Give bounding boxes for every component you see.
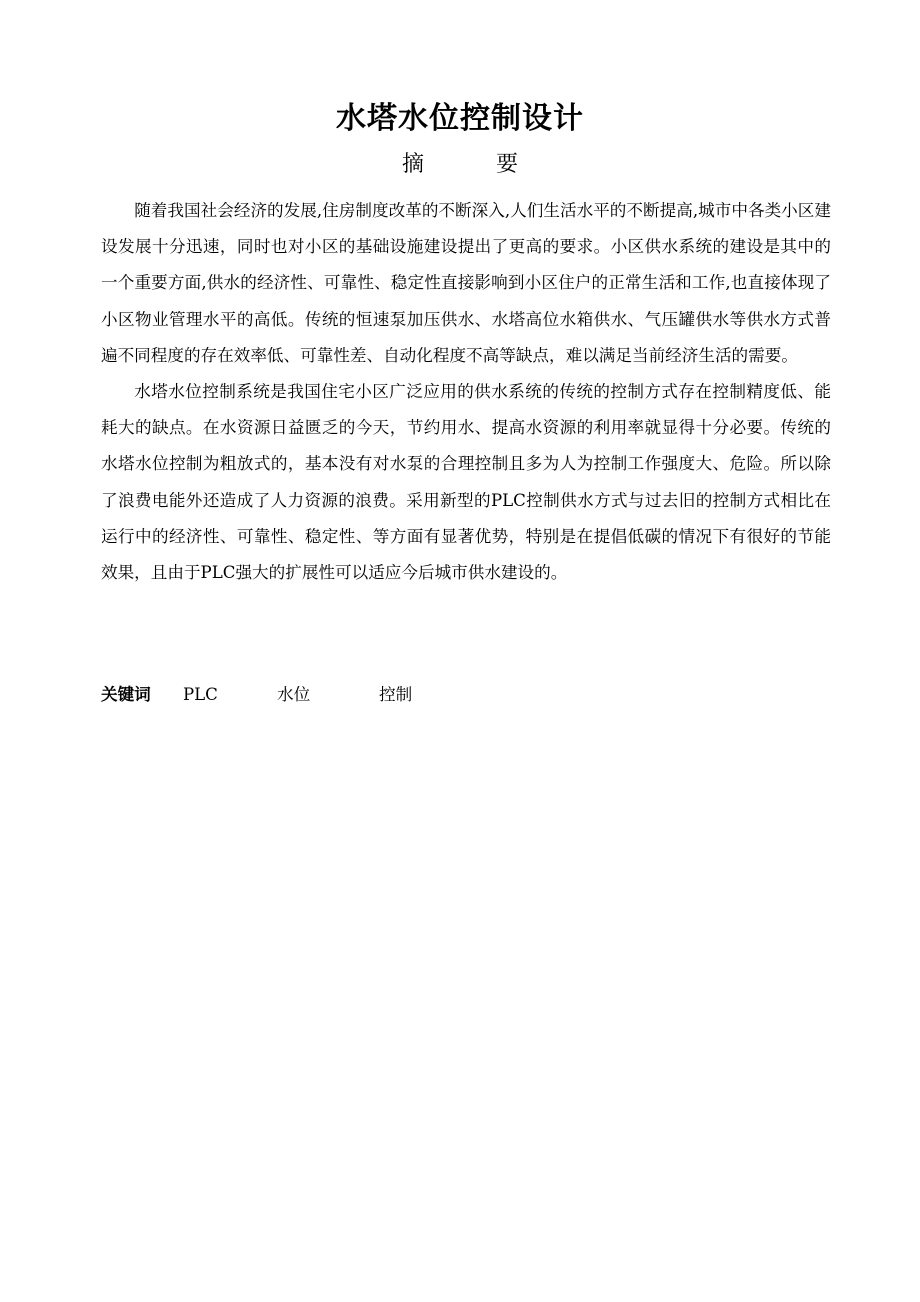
document-title: 水塔水位控制设计 — [336, 101, 584, 136]
keyword-item: 控制 — [379, 685, 413, 704]
keyword-item: PLC — [183, 685, 218, 704]
abstract-heading: 摘要 — [401, 152, 590, 177]
keyword-item: 水位 — [277, 685, 311, 704]
keywords-label: 关键词 — [101, 685, 151, 704]
abstract-body — [101, 193, 831, 591]
abstract-paragraph: 水塔水位控制系统是我国住宅小区广泛应用的供水系统的传统的控制方式存在控制精度低、能耗大的缺点。在水资源日益匮乏的今天，节约用水、提高水资源的利用率就显得十分必要。传统的水塔水位控制为粗放式的，基本没有对水泵的合理控制且多为人为控制工作强度大、危险。所以除了浪费电能外还造成了人力资源的浪费。采用新型的PLC控制供水方式与过去旧的控制方式相比在运行中的经济性、可靠性、稳定性、等方面有显著优势，特别是在提倡低碳的情况下有很好的节能效果，且由于PLC强大的扩展性可以适应今后城市供水建设的。 — [101, 382, 831, 583]
keywords-line — [101, 677, 412, 713]
abstract-paragraph: 随着我国社会经济的发展,住房制度改革的不断深入,人们生活水平的不断提高,城市中各类小区建设发展十分迅速，同时也对小区的基础设施建设提出了更高的要求。小区供水系统的建设是其中的一个重要方面,供水的经济性、可靠性、稳定性直接影响到小区住户的正常生活和工作,也直接体现了小区物业管理水平的高低。传统的恒速泵加压供水、水塔高位水箱供水、气压罐供水等供水方式普遍不同程度的存在效率低、可靠性差、自动化程度不高等缺点，难以满足当前经济生活的需要。 — [101, 201, 831, 365]
